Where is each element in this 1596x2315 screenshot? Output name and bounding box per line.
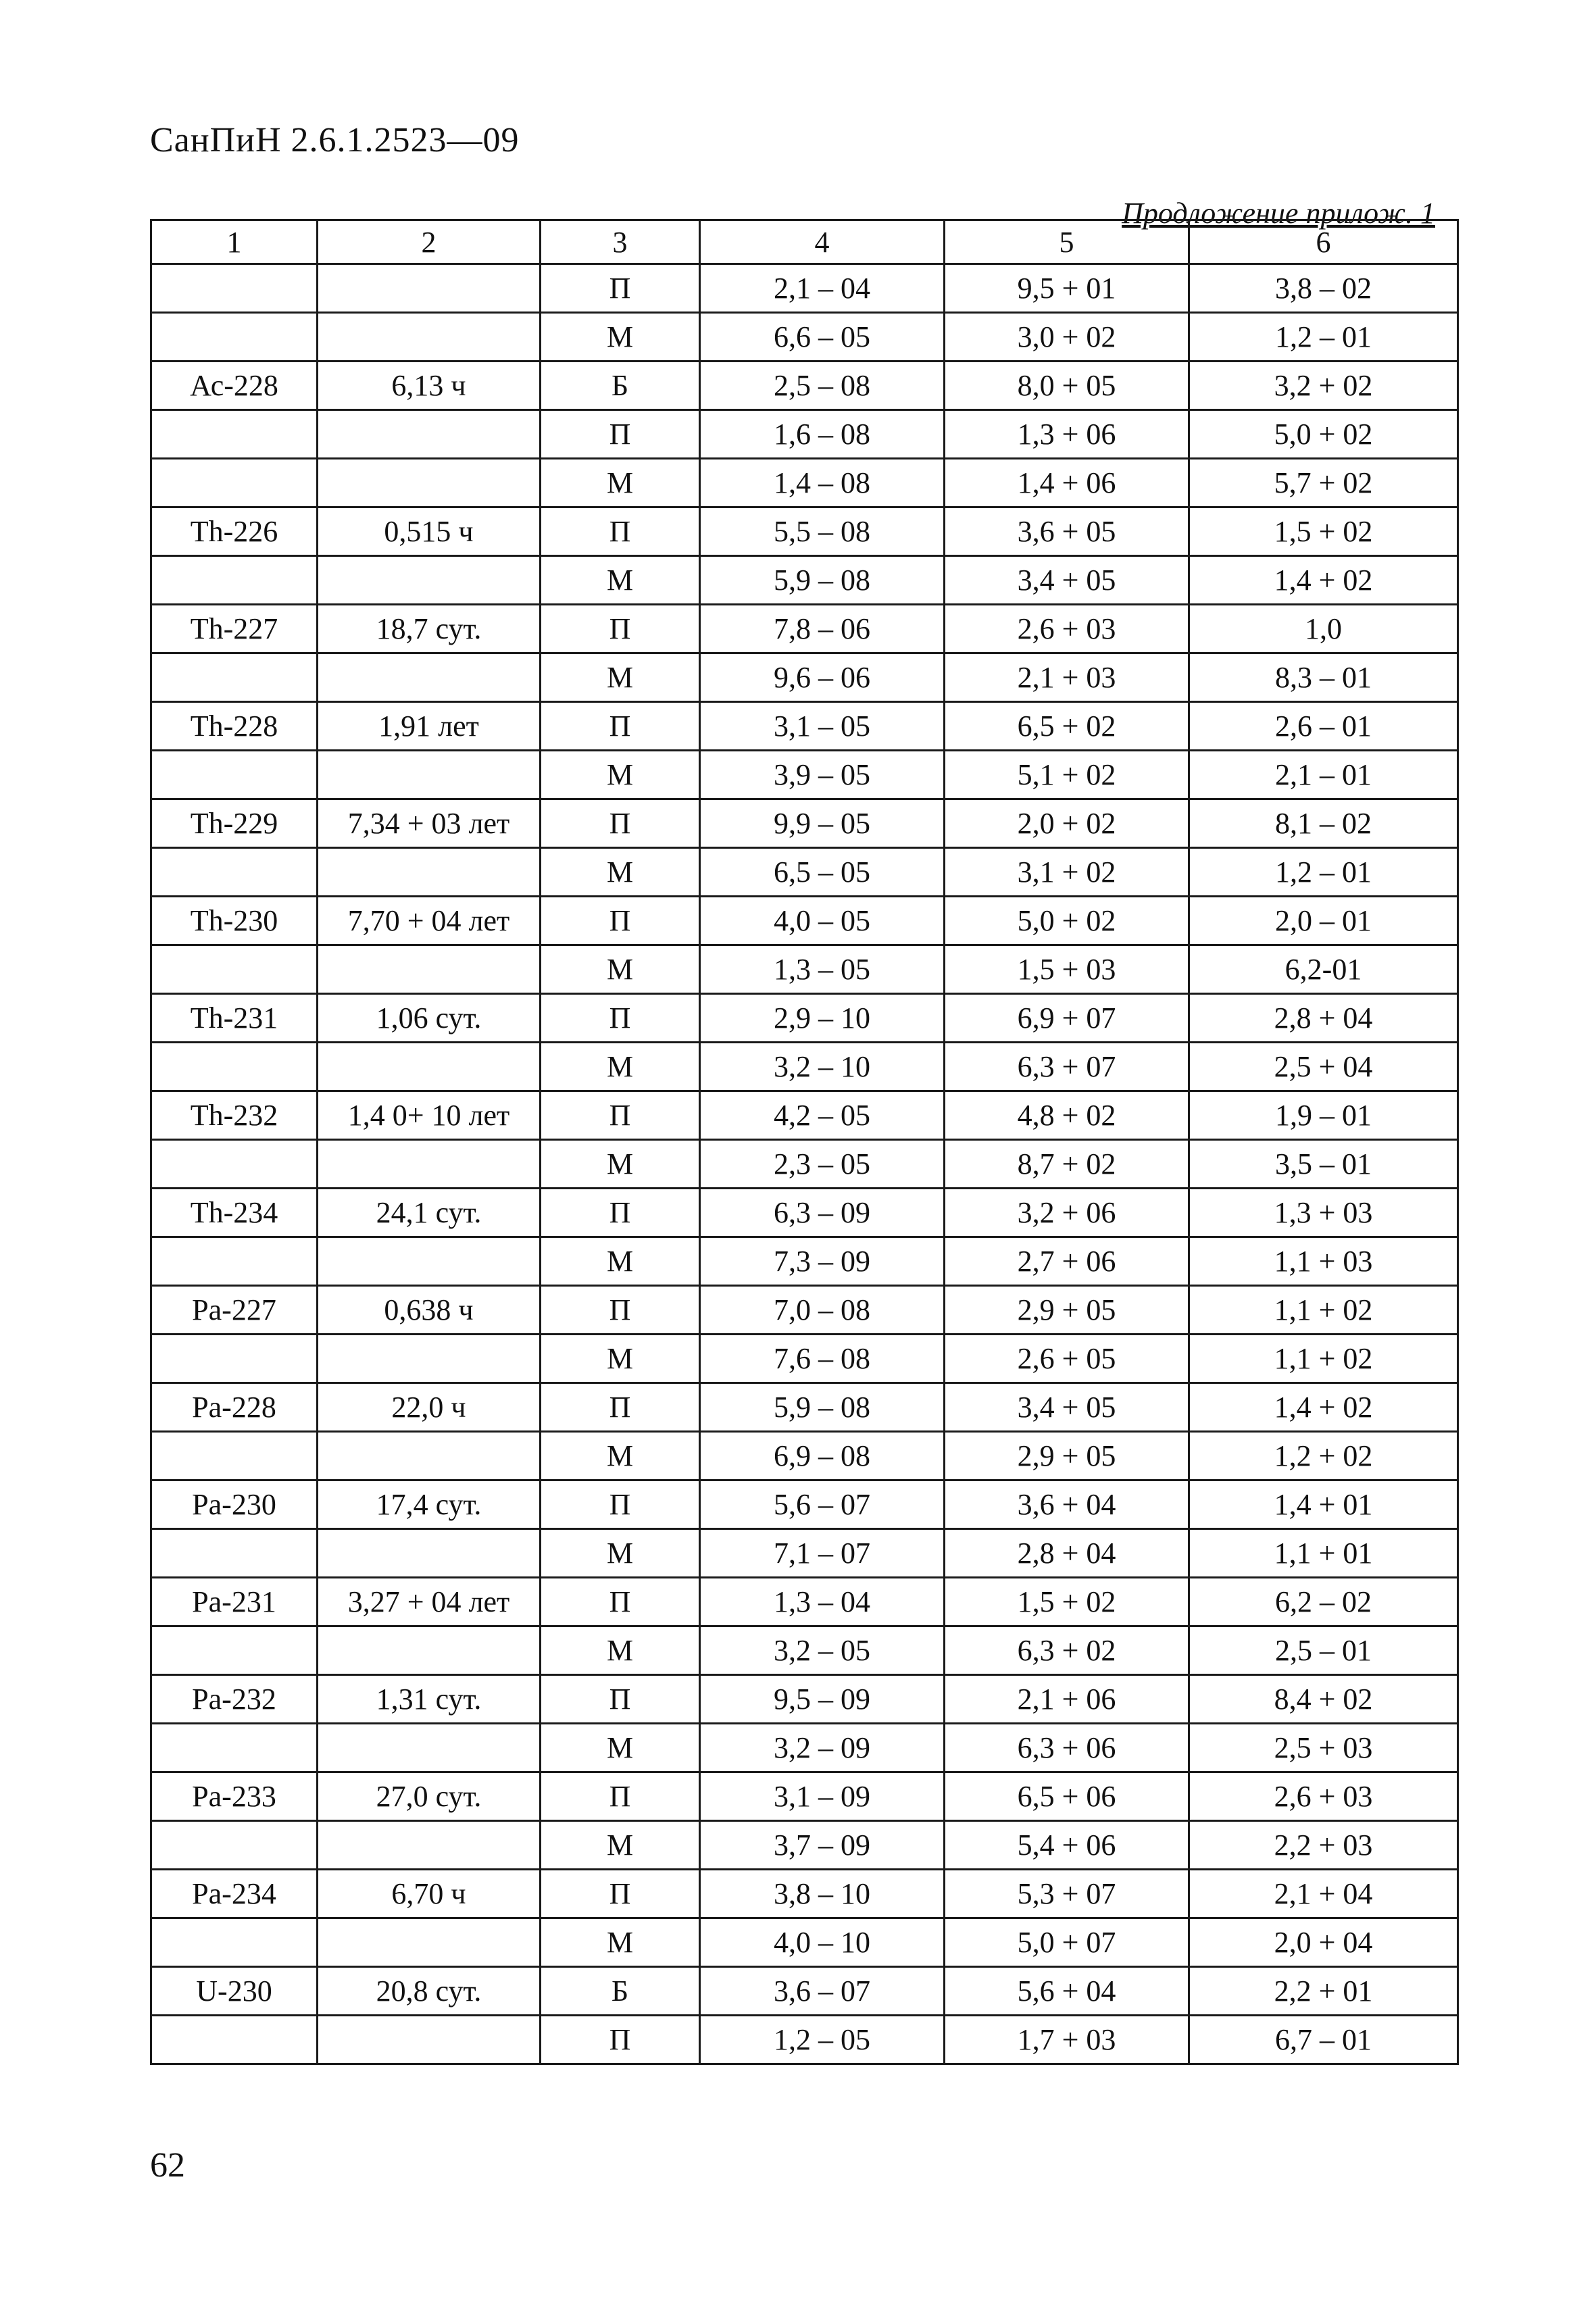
value-cell-5: 3,0 + 02 xyxy=(945,313,1189,362)
half-life-cell xyxy=(318,2016,541,2064)
radionuclide-table xyxy=(150,219,1459,2065)
nuclide-cell xyxy=(151,945,318,994)
value-cell-4: 7,0 – 08 xyxy=(700,1286,945,1335)
table-body xyxy=(151,264,1458,2064)
value-cell-4: 5,6 – 07 xyxy=(700,1480,945,1529)
table-row xyxy=(151,653,1458,702)
value-cell-5: 2,8 + 04 xyxy=(945,1529,1189,1578)
type-cell: М xyxy=(541,459,700,507)
type-cell: М xyxy=(541,751,700,799)
nuclide-cell: Th-227 xyxy=(151,605,318,653)
table-row xyxy=(151,313,1458,362)
value-cell-4: 4,2 – 05 xyxy=(700,1091,945,1140)
nuclide-cell: Pa-230 xyxy=(151,1480,318,1529)
nuclide-cell: Pa-233 xyxy=(151,1772,318,1821)
value-cell-6: 1,3 + 03 xyxy=(1189,1189,1458,1237)
half-life-cell xyxy=(318,264,541,313)
half-life-cell: 0,638 ч xyxy=(318,1286,541,1335)
type-cell: М xyxy=(541,1335,700,1383)
nuclide-cell: Th-230 xyxy=(151,897,318,945)
page-number: 62 xyxy=(150,2146,185,2185)
nuclide-cell xyxy=(151,264,318,313)
value-cell-4: 5,9 – 08 xyxy=(700,1383,945,1432)
table-row xyxy=(151,264,1458,313)
value-cell-6: 8,3 – 01 xyxy=(1189,653,1458,702)
nuclide-cell xyxy=(151,1043,318,1091)
value-cell-4: 6,3 – 09 xyxy=(700,1189,945,1237)
type-cell: П xyxy=(541,507,700,556)
half-life-cell xyxy=(318,751,541,799)
type-cell: М xyxy=(541,653,700,702)
value-cell-5: 9,5 + 01 xyxy=(945,264,1189,313)
nuclide-cell xyxy=(151,848,318,897)
table-row xyxy=(151,1870,1458,1918)
value-cell-5: 2,9 + 05 xyxy=(945,1286,1189,1335)
value-cell-5: 5,1 + 02 xyxy=(945,751,1189,799)
value-cell-5: 2,6 + 03 xyxy=(945,605,1189,653)
table-row xyxy=(151,1237,1458,1286)
value-cell-5: 3,1 + 02 xyxy=(945,848,1189,897)
type-cell: М xyxy=(541,1140,700,1189)
value-cell-4: 7,8 – 06 xyxy=(700,605,945,653)
table-row xyxy=(151,1091,1458,1140)
value-cell-6: 1,0 xyxy=(1189,605,1458,653)
half-life-cell xyxy=(318,410,541,459)
column-header: 4 xyxy=(700,220,945,264)
half-life-cell xyxy=(318,556,541,605)
value-cell-6: 2,5 + 04 xyxy=(1189,1043,1458,1091)
value-cell-5: 1,5 + 02 xyxy=(945,1578,1189,1626)
value-cell-6: 6,7 – 01 xyxy=(1189,2016,1458,2064)
value-cell-4: 7,6 – 08 xyxy=(700,1335,945,1383)
half-life-cell: 18,7 сут. xyxy=(318,605,541,653)
table-row xyxy=(151,848,1458,897)
type-cell: М xyxy=(541,1529,700,1578)
half-life-cell: 0,515 ч xyxy=(318,507,541,556)
table-row xyxy=(151,1529,1458,1578)
type-cell: М xyxy=(541,848,700,897)
nuclide-cell: Th-232 xyxy=(151,1091,318,1140)
value-cell-6: 2,5 – 01 xyxy=(1189,1626,1458,1675)
value-cell-5: 6,5 + 02 xyxy=(945,702,1189,751)
nuclide-cell: Pa-232 xyxy=(151,1675,318,1724)
value-cell-6: 1,4 + 02 xyxy=(1189,556,1458,605)
value-cell-5: 3,6 + 05 xyxy=(945,507,1189,556)
type-cell: М xyxy=(541,1724,700,1772)
value-cell-6: 1,1 + 01 xyxy=(1189,1529,1458,1578)
type-cell: М xyxy=(541,1432,700,1480)
nuclide-cell xyxy=(151,1529,318,1578)
nuclide-cell xyxy=(151,1724,318,1772)
value-cell-6: 2,2 + 03 xyxy=(1189,1821,1458,1870)
table-row xyxy=(151,362,1458,410)
value-cell-6: 1,2 – 01 xyxy=(1189,848,1458,897)
value-cell-4: 3,1 – 09 xyxy=(700,1772,945,1821)
half-life-cell xyxy=(318,945,541,994)
nuclide-cell xyxy=(151,653,318,702)
type-cell: М xyxy=(541,1918,700,1967)
value-cell-6: 3,8 – 02 xyxy=(1189,264,1458,313)
value-cell-4: 7,1 – 07 xyxy=(700,1529,945,1578)
value-cell-6: 1,2 – 01 xyxy=(1189,313,1458,362)
nuclide-cell: Th-231 xyxy=(151,994,318,1043)
type-cell: П xyxy=(541,1772,700,1821)
value-cell-4: 1,3 – 04 xyxy=(700,1578,945,1626)
table-row xyxy=(151,994,1458,1043)
value-cell-5: 3,6 + 04 xyxy=(945,1480,1189,1529)
table-row xyxy=(151,1724,1458,1772)
nuclide-cell: Th-234 xyxy=(151,1189,318,1237)
table-row xyxy=(151,1626,1458,1675)
table-header-row xyxy=(151,220,1458,264)
half-life-cell xyxy=(318,1335,541,1383)
value-cell-4: 9,6 – 06 xyxy=(700,653,945,702)
nuclide-cell: Pa-228 xyxy=(151,1383,318,1432)
table-row xyxy=(151,1189,1458,1237)
value-cell-5: 8,0 + 05 xyxy=(945,362,1189,410)
nuclide-cell xyxy=(151,459,318,507)
value-cell-6: 1,5 + 02 xyxy=(1189,507,1458,556)
value-cell-6: 2,1 + 04 xyxy=(1189,1870,1458,1918)
value-cell-6: 6,2 – 02 xyxy=(1189,1578,1458,1626)
continuation-label: Продложение прилож. 1 xyxy=(1122,197,1435,230)
table-row xyxy=(151,2016,1458,2064)
value-cell-4: 3,9 – 05 xyxy=(700,751,945,799)
nuclide-cell: Th-226 xyxy=(151,507,318,556)
nuclide-cell xyxy=(151,1821,318,1870)
type-cell: П xyxy=(541,994,700,1043)
value-cell-6: 2,1 – 01 xyxy=(1189,751,1458,799)
nuclide-cell xyxy=(151,1335,318,1383)
type-cell: Б xyxy=(541,362,700,410)
value-cell-5: 3,4 + 05 xyxy=(945,1383,1189,1432)
value-cell-6: 5,0 + 02 xyxy=(1189,410,1458,459)
nuclide-cell xyxy=(151,410,318,459)
value-cell-6: 1,1 + 03 xyxy=(1189,1237,1458,1286)
nuclide-cell: U-230 xyxy=(151,1967,318,2016)
half-life-cell: 1,91 лет xyxy=(318,702,541,751)
value-cell-4: 3,2 – 09 xyxy=(700,1724,945,1772)
half-life-cell xyxy=(318,653,541,702)
nuclide-cell xyxy=(151,1626,318,1675)
nuclide-cell: Th-229 xyxy=(151,799,318,848)
value-cell-4: 6,6 – 05 xyxy=(700,313,945,362)
table-row xyxy=(151,897,1458,945)
nuclide-cell: Pa-227 xyxy=(151,1286,318,1335)
type-cell: П xyxy=(541,1675,700,1724)
half-life-cell: 20,8 сут. xyxy=(318,1967,541,2016)
value-cell-5: 4,8 + 02 xyxy=(945,1091,1189,1140)
value-cell-6: 1,9 – 01 xyxy=(1189,1091,1458,1140)
table-row xyxy=(151,605,1458,653)
column-header: 2 xyxy=(318,220,541,264)
value-cell-6: 6,2-01 xyxy=(1189,945,1458,994)
type-cell: М xyxy=(541,313,700,362)
value-cell-6: 2,8 + 04 xyxy=(1189,994,1458,1043)
column-header: 3 xyxy=(541,220,700,264)
value-cell-6: 2,6 + 03 xyxy=(1189,1772,1458,1821)
half-life-cell: 22,0 ч xyxy=(318,1383,541,1432)
half-life-cell: 17,4 сут. xyxy=(318,1480,541,1529)
nuclide-cell: Pa-234 xyxy=(151,1870,318,1918)
nuclide-cell xyxy=(151,751,318,799)
table-row xyxy=(151,1772,1458,1821)
type-cell: П xyxy=(541,1091,700,1140)
value-cell-5: 2,1 + 03 xyxy=(945,653,1189,702)
value-cell-4: 2,3 – 05 xyxy=(700,1140,945,1189)
value-cell-5: 3,4 + 05 xyxy=(945,556,1189,605)
value-cell-5: 5,6 + 04 xyxy=(945,1967,1189,2016)
value-cell-5: 5,0 + 07 xyxy=(945,1918,1189,1967)
type-cell: М xyxy=(541,1821,700,1870)
value-cell-5: 1,3 + 06 xyxy=(945,410,1189,459)
type-cell: М xyxy=(541,1626,700,1675)
nuclide-cell: Th-228 xyxy=(151,702,318,751)
value-cell-5: 3,2 + 06 xyxy=(945,1189,1189,1237)
value-cell-6: 2,0 – 01 xyxy=(1189,897,1458,945)
value-cell-4: 6,5 – 05 xyxy=(700,848,945,897)
type-cell: М xyxy=(541,945,700,994)
nuclide-cell xyxy=(151,313,318,362)
value-cell-6: 1,1 + 02 xyxy=(1189,1335,1458,1383)
half-life-cell xyxy=(318,1043,541,1091)
nuclide-cell: Pa-231 xyxy=(151,1578,318,1626)
half-life-cell: 1,06 сут. xyxy=(318,994,541,1043)
value-cell-5: 2,9 + 05 xyxy=(945,1432,1189,1480)
half-life-cell xyxy=(318,1237,541,1286)
value-cell-6: 2,2 + 01 xyxy=(1189,1967,1458,2016)
table-row xyxy=(151,556,1458,605)
type-cell: П xyxy=(541,1189,700,1237)
table-row xyxy=(151,702,1458,751)
value-cell-5: 5,0 + 02 xyxy=(945,897,1189,945)
nuclide-cell xyxy=(151,1140,318,1189)
type-cell: П xyxy=(541,1578,700,1626)
half-life-cell: 24,1 сут. xyxy=(318,1189,541,1237)
value-cell-6: 8,4 + 02 xyxy=(1189,1675,1458,1724)
value-cell-4: 5,5 – 08 xyxy=(700,507,945,556)
value-cell-5: 2,1 + 06 xyxy=(945,1675,1189,1724)
nuclide-cell xyxy=(151,556,318,605)
table-row xyxy=(151,507,1458,556)
value-cell-5: 5,3 + 07 xyxy=(945,1870,1189,1918)
half-life-cell: 27,0 сут. xyxy=(318,1772,541,1821)
type-cell: П xyxy=(541,2016,700,2064)
value-cell-5: 1,4 + 06 xyxy=(945,459,1189,507)
column-header: 6 xyxy=(1189,220,1458,264)
table-row xyxy=(151,1918,1458,1967)
nuclide-cell xyxy=(151,2016,318,2064)
type-cell: Б xyxy=(541,1967,700,2016)
table-row xyxy=(151,945,1458,994)
half-life-cell: 1,4 0+ 10 лет xyxy=(318,1091,541,1140)
value-cell-5: 1,5 + 03 xyxy=(945,945,1189,994)
type-cell: П xyxy=(541,1480,700,1529)
value-cell-6: 2,0 + 04 xyxy=(1189,1918,1458,1967)
type-cell: М xyxy=(541,556,700,605)
value-cell-5: 2,7 + 06 xyxy=(945,1237,1189,1286)
half-life-cell xyxy=(318,313,541,362)
type-cell: М xyxy=(541,1237,700,1286)
table-row xyxy=(151,1286,1458,1335)
type-cell: П xyxy=(541,1383,700,1432)
value-cell-4: 5,9 – 08 xyxy=(700,556,945,605)
table-row xyxy=(151,1821,1458,1870)
value-cell-5: 6,5 + 06 xyxy=(945,1772,1189,1821)
nuclide-cell xyxy=(151,1432,318,1480)
half-life-cell: 7,70 + 04 лет xyxy=(318,897,541,945)
nuclide-cell: Ас-228 xyxy=(151,362,318,410)
table-row xyxy=(151,751,1458,799)
half-life-cell xyxy=(318,1432,541,1480)
type-cell: П xyxy=(541,410,700,459)
value-cell-6: 1,4 + 02 xyxy=(1189,1383,1458,1432)
half-life-cell xyxy=(318,1821,541,1870)
value-cell-6: 3,5 – 01 xyxy=(1189,1140,1458,1189)
table-row xyxy=(151,799,1458,848)
value-cell-6: 1,1 + 02 xyxy=(1189,1286,1458,1335)
half-life-cell: 6,13 ч xyxy=(318,362,541,410)
half-life-cell: 7,34 + 03 лет xyxy=(318,799,541,848)
nuclide-cell xyxy=(151,1237,318,1286)
half-life-cell xyxy=(318,848,541,897)
type-cell: П xyxy=(541,605,700,653)
half-life-cell xyxy=(318,1626,541,1675)
half-life-cell xyxy=(318,1529,541,1578)
value-cell-5: 6,9 + 07 xyxy=(945,994,1189,1043)
value-cell-6: 3,2 + 02 xyxy=(1189,362,1458,410)
half-life-cell: 1,31 сут. xyxy=(318,1675,541,1724)
value-cell-4: 9,5 – 09 xyxy=(700,1675,945,1724)
table-row xyxy=(151,1432,1458,1480)
value-cell-6: 2,6 – 01 xyxy=(1189,702,1458,751)
table-row xyxy=(151,410,1458,459)
table-row xyxy=(151,1675,1458,1724)
value-cell-6: 1,4 + 01 xyxy=(1189,1480,1458,1529)
value-cell-4: 1,6 – 08 xyxy=(700,410,945,459)
value-cell-4: 2,5 – 08 xyxy=(700,362,945,410)
value-cell-5: 8,7 + 02 xyxy=(945,1140,1189,1189)
table-row xyxy=(151,1335,1458,1383)
column-header: 5 xyxy=(945,220,1189,264)
value-cell-4: 9,9 – 05 xyxy=(700,799,945,848)
value-cell-4: 3,2 – 10 xyxy=(700,1043,945,1091)
value-cell-4: 1,4 – 08 xyxy=(700,459,945,507)
value-cell-4: 7,3 – 09 xyxy=(700,1237,945,1286)
table-row xyxy=(151,1967,1458,2016)
value-cell-4: 2,9 – 10 xyxy=(700,994,945,1043)
table-row xyxy=(151,1140,1458,1189)
value-cell-5: 5,4 + 06 xyxy=(945,1821,1189,1870)
value-cell-5: 2,0 + 02 xyxy=(945,799,1189,848)
half-life-cell: 6,70 ч xyxy=(318,1870,541,1918)
value-cell-4: 3,8 – 10 xyxy=(700,1870,945,1918)
type-cell: П xyxy=(541,799,700,848)
value-cell-4: 1,3 – 05 xyxy=(700,945,945,994)
column-header: 1 xyxy=(151,220,318,264)
value-cell-4: 3,1 – 05 xyxy=(700,702,945,751)
value-cell-4: 3,2 – 05 xyxy=(700,1626,945,1675)
half-life-cell xyxy=(318,459,541,507)
value-cell-6: 2,5 + 03 xyxy=(1189,1724,1458,1772)
table-row xyxy=(151,1383,1458,1432)
document-header: СанПиН 2.6.1.2523—09 xyxy=(150,121,520,159)
type-cell: П xyxy=(541,702,700,751)
value-cell-4: 1,2 – 05 xyxy=(700,2016,945,2064)
table-row xyxy=(151,1578,1458,1626)
value-cell-5: 1,7 + 03 xyxy=(945,2016,1189,2064)
type-cell: П xyxy=(541,1286,700,1335)
value-cell-4: 2,1 – 04 xyxy=(700,264,945,313)
half-life-cell xyxy=(318,1918,541,1967)
type-cell: М xyxy=(541,1043,700,1091)
nuclide-cell xyxy=(151,1918,318,1967)
table-row xyxy=(151,459,1458,507)
value-cell-4: 3,7 – 09 xyxy=(700,1821,945,1870)
type-cell: П xyxy=(541,897,700,945)
value-cell-6: 1,2 + 02 xyxy=(1189,1432,1458,1480)
value-cell-6: 5,7 + 02 xyxy=(1189,459,1458,507)
value-cell-4: 4,0 – 05 xyxy=(700,897,945,945)
table-row xyxy=(151,1480,1458,1529)
value-cell-5: 2,6 + 05 xyxy=(945,1335,1189,1383)
value-cell-4: 6,9 – 08 xyxy=(700,1432,945,1480)
value-cell-4: 4,0 – 10 xyxy=(700,1918,945,1967)
half-life-cell: 3,27 + 04 лет xyxy=(318,1578,541,1626)
table-row xyxy=(151,1043,1458,1091)
half-life-cell xyxy=(318,1140,541,1189)
value-cell-5: 6,3 + 07 xyxy=(945,1043,1189,1091)
value-cell-6: 8,1 – 02 xyxy=(1189,799,1458,848)
value-cell-5: 6,3 + 02 xyxy=(945,1626,1189,1675)
type-cell: П xyxy=(541,1870,700,1918)
type-cell: П xyxy=(541,264,700,313)
value-cell-5: 6,3 + 06 xyxy=(945,1724,1189,1772)
value-cell-4: 3,6 – 07 xyxy=(700,1967,945,2016)
half-life-cell xyxy=(318,1724,541,1772)
